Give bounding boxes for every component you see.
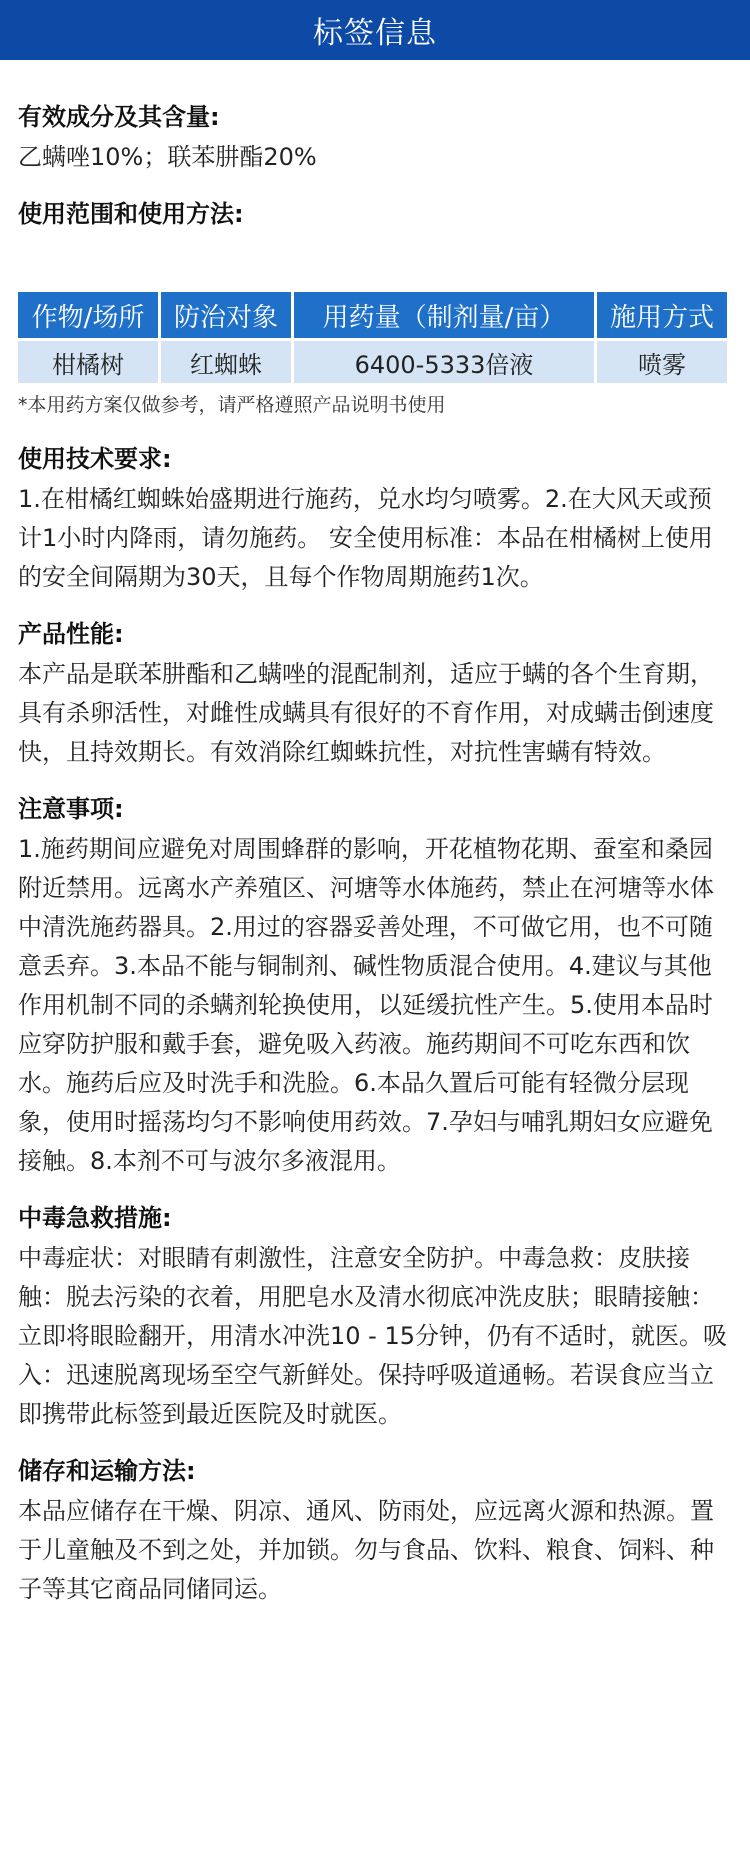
- cell-crop: 柑橘树: [18, 341, 158, 383]
- ingredients-section: [18, 100, 732, 177]
- performance-body: 本产品是联苯肼酯和乙螨唑的混配制剂，适应于螨的各个生育期，具有杀卵活性，对雌性成螨具有很好的不育作用，对成螨击倒速度快，且持效期长。有效消除红蜘蛛抗性，对抗性害螨有特效。: [18, 660, 714, 766]
- cell-method: 喷雾: [597, 341, 727, 383]
- dosage-table-header-row: [18, 292, 727, 338]
- ingredients-body: 乙螨唑10%；联苯肼酯20%: [18, 143, 317, 171]
- usage-title: 使用范围和使用方法:: [18, 200, 244, 228]
- cell-dosage: 6400-5333倍液: [294, 341, 594, 383]
- firstaid-title: 中毒急救措施:: [18, 1204, 172, 1232]
- technical-title: 使用技术要求:: [18, 445, 172, 473]
- precautions-body: 1.施药期间应避免对周围蜂群的影响，开花植物花期、蚕室和桑园附近禁用。远离水产养殖区、河塘等水体施药，禁止在河塘等水体中清洗施药器具。2.用过的容器妥善处理，不可做它用，也不可随意丢弃。3.本品不能与铜制剂、碱性物质混合使用。4.建议与其他作用机制不同的杀螨剂轮换使用，以延缓抗性产生。5.使用本品时应穿防护服和戴手套，避免吸入药液。施药期间不可吃东西和饮水。施药后应及时洗手和洗脸。6.本品久置后可能有轻微分层现象，使用时摇荡均匀不影响使用药效。7.孕妇与哺乳期妇女应避免接触。8.本剂不可与波尔多液混用。: [18, 835, 714, 1175]
- usage-section: [18, 197, 732, 420]
- dosage-table-wrap: [18, 289, 732, 386]
- storage-body: 本品应储存在干燥、阴凉、通风、防雨处，应远离火源和热源。置于儿童触及不到之处，并加锁。勿与食品、饮料、粮食、饲料、种子等其它商品同储同运。: [18, 1497, 714, 1603]
- firstaid-body: 中毒症状：对眼睛有刺激性，注意安全防护。中毒急救：皮肤接触：脱去污染的衣着，用肥皂水及清水彻底冲洗皮肤；眼睛接触：立即将眼睑翻开，用清水冲洗10 - 15分钟，仍有不适时，就医。吸入：迅速脱离现场至空气新鲜处。保持呼吸道通畅。若误食应当立即携带此标签到最近医院及时就医。: [18, 1244, 727, 1428]
- header-dosage: 用药量（制剂量/亩）: [294, 292, 594, 338]
- firstaid-section: [18, 1201, 732, 1434]
- dosage-table: [15, 289, 730, 386]
- storage-title: 储存和运输方法:: [18, 1457, 196, 1485]
- cell-target: 红蜘蛛: [161, 341, 291, 383]
- table-row: [18, 341, 727, 383]
- page-title: 标签信息: [313, 16, 437, 51]
- technical-section: [18, 442, 732, 597]
- header-crop: 作物/场所: [18, 292, 158, 338]
- storage-section: [18, 1454, 732, 1609]
- precautions-title: 注意事项:: [18, 795, 124, 823]
- header-target: 防治对象: [161, 292, 291, 338]
- technical-body: 1.在柑橘红蜘蛛始盛期进行施药，兑水均匀喷雾。2.在大风天或预计1小时内降雨，请勿施药。 安全使用标准：本品在柑橘树上使用的安全间隔期为30天，且每个作物周期施药1次。: [18, 485, 713, 591]
- performance-title: 产品性能:: [18, 620, 124, 648]
- header-method: 施用方式: [597, 292, 727, 338]
- label-content: [0, 60, 750, 1609]
- ingredients-title: 有效成分及其含量:: [18, 103, 220, 131]
- precautions-section: [18, 792, 732, 1181]
- page-header: [0, 0, 750, 60]
- performance-section: [18, 617, 732, 772]
- usage-note: *本用药方案仅做参考，请严格遵照产品说明书使用: [18, 394, 446, 416]
